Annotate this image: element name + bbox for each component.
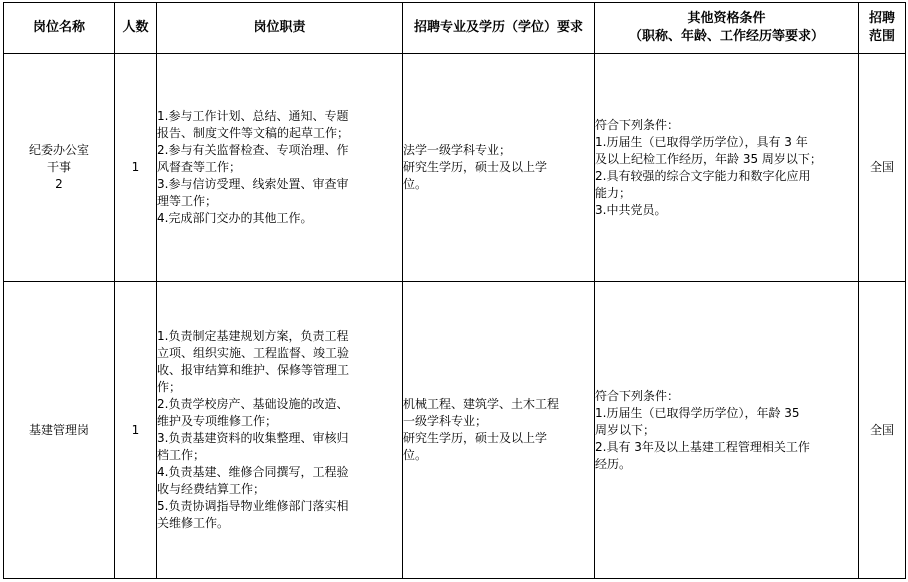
- duty-line: 报告、制度文件等文稿的起草工作；: [157, 126, 350, 141]
- table-row: [4, 282, 906, 579]
- cell-duties: [157, 54, 403, 282]
- requirement-line: 符合下列条件：: [595, 117, 680, 132]
- requirement-line: 及以上纪检工作经历，年龄 35 周岁以下；: [595, 151, 822, 166]
- cell-scope: 全国: [859, 54, 906, 282]
- cell-other-requirements: [595, 282, 859, 579]
- cell-position: [4, 54, 115, 282]
- header-scope-line1: 招聘: [868, 11, 895, 27]
- duty-line: 3.负责基建资料的收集整理、审核归: [157, 431, 349, 446]
- duty-line: 3.参与信访受理、线索处置、审查审: [157, 177, 349, 192]
- duty-line: 理等工作；: [157, 194, 218, 209]
- cell-duties: [157, 282, 403, 579]
- duty-line: 立项、组织实施、工程监督、竣工验: [157, 346, 350, 361]
- header-row: [4, 3, 906, 54]
- table-row: [4, 54, 906, 282]
- position-line: 基建管理岗: [28, 422, 89, 437]
- duty-line: 2.负责学校房产、基础设施的改造、: [157, 397, 349, 412]
- major-line: 一级学科专业；: [403, 414, 488, 429]
- duty-line: 档工作；: [157, 448, 206, 463]
- cell-position: [4, 282, 115, 579]
- requirement-line: 1.历届生（已取得学历学位），具有 3 年: [595, 134, 808, 149]
- major-line: 研究生学历，硕士及以上学: [403, 160, 548, 175]
- header-scope-line2: 范围: [868, 29, 895, 45]
- duty-line: 风督查等工作；: [157, 160, 242, 175]
- requirement-line: 经历。: [595, 456, 632, 471]
- cell-count: 1: [115, 282, 157, 579]
- header-duties: 岗位职责: [157, 3, 403, 54]
- header-other-line1: 其他资格条件: [687, 11, 766, 27]
- header-other-line2: （职称、年龄、工作经历等要求）: [628, 29, 824, 45]
- cell-other-requirements: [595, 54, 859, 282]
- duty-line: 作；: [157, 380, 182, 395]
- requirement-line: 3.中共党员。: [595, 202, 667, 217]
- duty-line: 维护及专项维修工作；: [157, 414, 278, 429]
- cell-count: 1: [115, 54, 157, 282]
- duty-line: 5.负责协调指导物业维修部门落实相: [157, 499, 349, 514]
- duty-line: 4.负责基建、维修合同撰写，工程验: [157, 465, 349, 480]
- header-position: 岗位名称: [4, 3, 115, 54]
- position-line: 干事: [46, 160, 71, 175]
- cell-major: [403, 54, 595, 282]
- recruitment-table: [3, 2, 906, 579]
- duty-line: 2.参与有关监督检查、专项治理、作: [157, 143, 349, 158]
- requirement-line: 2.具有较强的综合文字能力和数字化应用: [595, 168, 811, 183]
- requirement-line: 周岁以下；: [595, 422, 656, 437]
- major-line: 位。: [403, 448, 428, 463]
- duty-line: 收、报审结算和维护、保修等管理工: [157, 363, 350, 378]
- position-line: 纪委办公室: [28, 143, 89, 158]
- major-line: 研究生学历，硕士及以上学: [403, 431, 548, 446]
- duty-line: 关维修工作。: [157, 516, 230, 531]
- duty-line: 收与经费结算工作；: [157, 482, 266, 497]
- header-other-requirements: [595, 3, 859, 54]
- major-line: 机械工程、建筑学、土木工程: [403, 397, 560, 412]
- position-line: 2: [55, 177, 63, 192]
- duty-line: 1.参与工作计划、总结、通知、专题: [157, 109, 349, 124]
- major-line: 法学一级学科专业；: [403, 143, 512, 158]
- header-scope: [859, 3, 906, 54]
- requirement-line: 2.具有 3年及以上基建工程管理相关工作: [595, 439, 810, 454]
- header-count: 人数: [115, 3, 157, 54]
- major-line: 位。: [403, 177, 428, 192]
- cell-major: [403, 282, 595, 579]
- duty-line: 4.完成部门交办的其他工作。: [157, 211, 313, 226]
- header-major: 招聘专业及学历（学位）要求: [403, 3, 595, 54]
- requirement-line: 能力；: [595, 185, 632, 200]
- requirement-line: 1.历届生（已取得学历学位），年龄 35: [595, 405, 800, 420]
- duty-line: 1.负责制定基建规划方案，负责工程: [157, 329, 349, 344]
- cell-scope: 全国: [859, 282, 906, 579]
- requirement-line: 符合下列条件：: [595, 388, 680, 403]
